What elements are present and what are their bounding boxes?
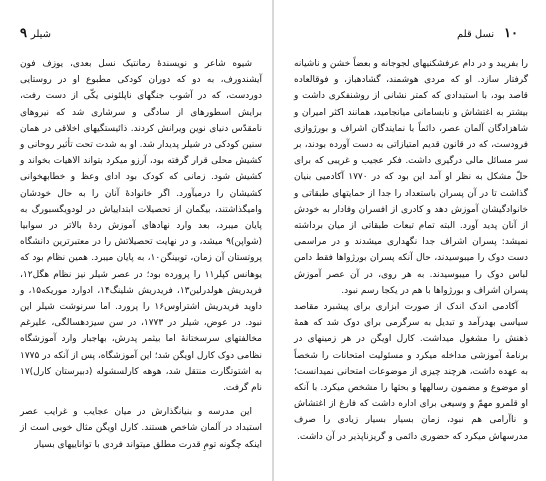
running-title: شیلر [30,29,52,40]
left-page [0,0,272,481]
right-page [274,0,546,481]
running-title: نسل قلم [456,29,495,40]
paragraph: این مدرسه و بنیانگذارش در میان عجایب و غرایب عصر استبداد در آلمان شاخص هستند. کارل اویگن مثال خوبی است از اینکه چگونه تومِ قدرت مطلق میتواند فردی با تواناییهای بسیار [20,407,262,450]
page-number: ۱۰ [504,26,518,41]
right-page-header [457,26,518,41]
paragraph: را بفریبد و در دام عرفشکنیهای لجوجانه و بعضاً خشن و ناشیانه گرفتار سازد. او که مردی هوشمند، گشادهباز، و فوقالعاده قاصد بود، با استبدادی که کمتر نشانی از روشنفکری داشت و بیشتر به اغتشاش و نابسامانی میانجامید، همانند اکثر امیران و شاهزادگان آلمان عصر، دائماً با نمایندگان اشراف و بورژوازی فرودست، که در قانون قدیم امتیازاتی به دست آورده بودند، بر سر مسائل مالی درگیری داشت. فکر عجیب و غریبی که برای حلّ مشکل به نظر او آمد این بود که در ۱۷۷۰ آکادمیی بنیان گذاشت تا در آن پسران باستعداد را جدا از حمایتهای طبقاتی و خانوادگیشان آموزش دهد و کادری از افسران وفادار به خودش از آنان پدید آورد. البته تمام تبعات طبقاتی از میان برداشته نمیشد: پسران اشراف جدا نگهداری میشدند و در مراسمی دست دوک را میبوسیدند، حال آنکه پسران بورژوا‌ها فقط دامن لباس دوک را میبوسیدند. به هر روی، در آن عصر آموزش پسران اشراف و بورژواها با هم در یکجا رسم نبود. [294,59,528,296]
page-number: ۹ [20,26,27,41]
right-page-body [294,56,528,445]
left-page-header [20,26,57,41]
paragraph: آکادمی اندک اندک از صورت ابزاری برای پیشبرد مقاصد سیاسی بهدرآمد و تبدیل به سرگرمی برای دوک شد که همهٔ ذهنش را مشغول میداشت. کارل اویگن در هر زمینهای در برنامهٔ آموزشی مداخله میکرد و مسئولیت امتحانات را شخصاً به عهده داشت، هرچند چیزی از موضوعات امتحانی نمیدانست؛ او موضوع و مضمون رسالهها و بحثها را مشخص میکرد. با آنکه او قلمرو مهمّ و وسیعی برای اداره داشت که فارغ از اغتشاش و ناآرامی هم نبود، زمان بسیار بسیار زیادی را صرف مدرسهاش میکرد که حضوری دائمی و گریزناپذیر در آن داشت. [294,302,528,442]
left-page-body [20,56,262,453]
paragraph: شیوه شاعر و نویسندهٔ رمانتیک نسل بعدی، یوزف فون آیشندورف، به دو که دوران کودکی مطبوع او در روستایی دوردست، که در آشوب جنگهای ناپلئونی یکّی از دست رفت، برایش اسطورهای از سادگی و سرشاری شد که نیروهای نامقدّس دنیای نوین ویرانش کردند. ذائیستگیهای اخلاقی در همان سنین کودکی در شیلر پدیدار شد. او به شدت تحت تأثیر روحانی و کشیش محلی قرار گرفته بود، آرزو میکرد بتواند الاهیات بخواند و کشیش شود. زمانی که کودک بود ادای وعظ و خطابهخوانی کشیشان را درمیآورد. اگر خانوادهٔ آنان را به حال خودشان وامیگذاشتند، بیگمان از تحصیلات ابتداییاش در لودویگسبورگ به پایان میبرد، بعد وارد نهادهای آموزش ردهٔ بالاتر در سوابیا (شواپن)۹ میشد، و در نهایت تحصیلاتش را در معتبرترین دانشگاه پروتستان آن زمان، توبینگن۱۰، به پایان میبرد. همین نظام بود که یوهانس کپلر۱۱ را پرورده بود؛ در عصر شیلر نیز نظام هگل۱۲، فریدریش هولدرلین۱۳، فریدریش شلینگ۱۴، ادوارد موریکه۱۵، و داوید فریدریش اشتراوس۱۶ را پرورد. اما سرنوشت شیلر این نبود. در عوض، شیلر در ۱۷۷۳، در سن سیزدهسالگی، علیرغم مخالفتهای سرسختانهٔ اما بیثمر پدرش، بهاجبار وارد آموزشگاه نظامی دوک کارل اویگن شد؛ این آموزشگاه، پس از آنکه در ۱۷۷۵ به اشتوتگارت منتقل شد، هوهه کارلسشوله (دبیرستان کارل)۱۷ نام گرفت. [20,59,262,394]
